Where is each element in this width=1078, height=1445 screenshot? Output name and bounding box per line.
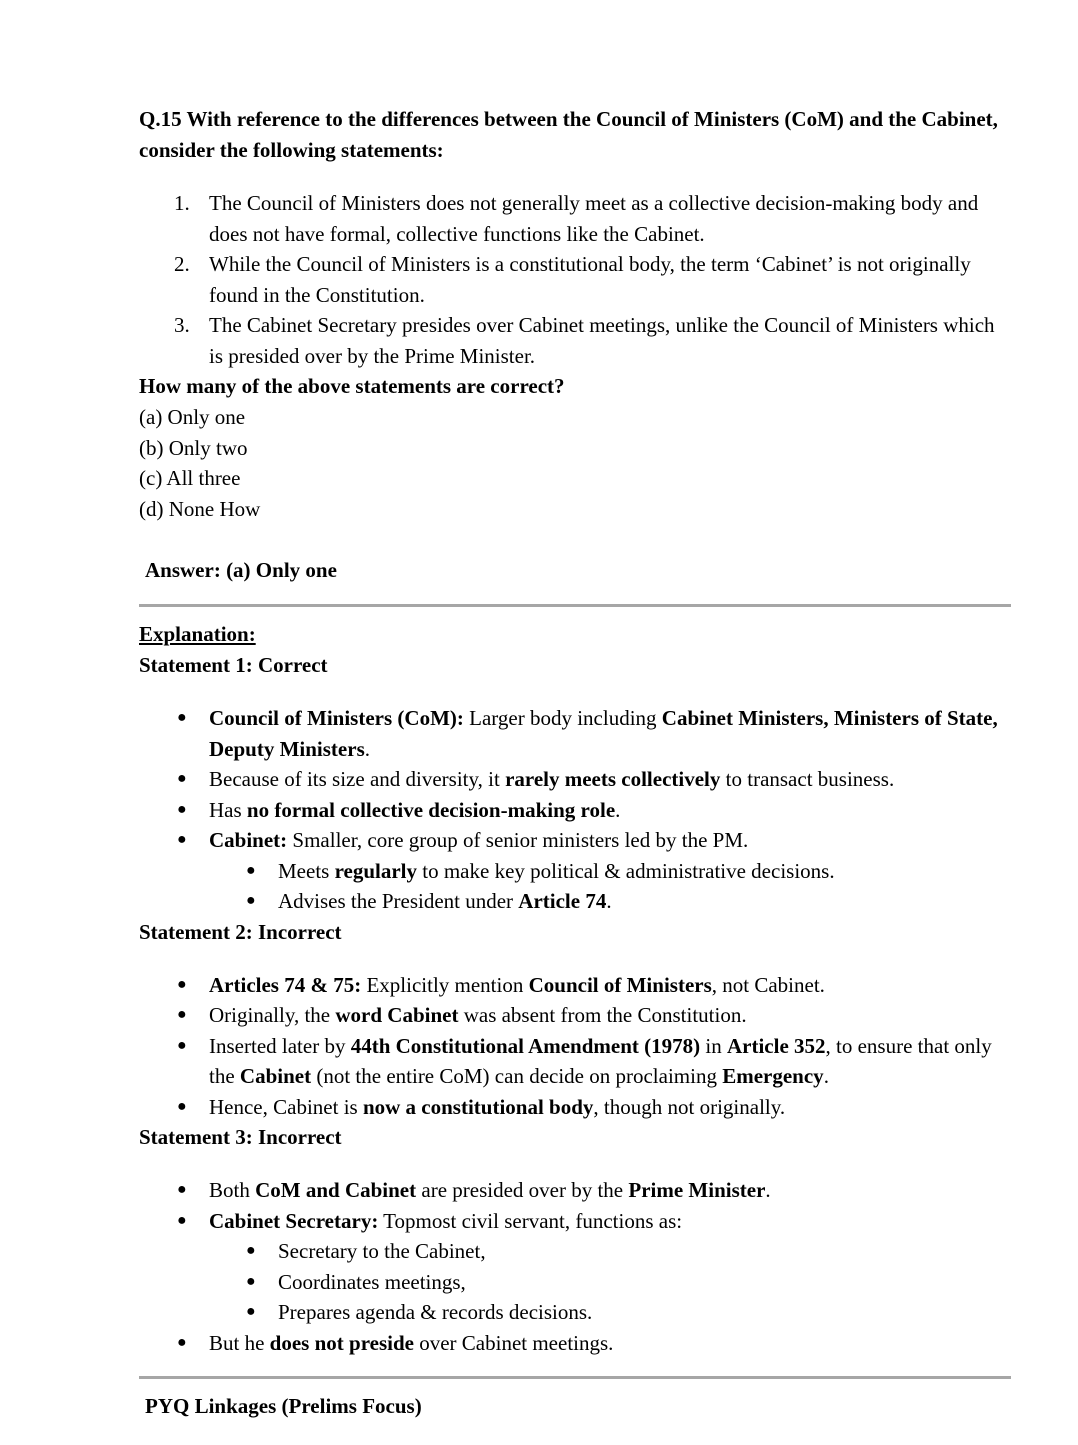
answer-line: Answer: (a) Only one [145, 558, 337, 582]
bold-text: now a constitutional body [362, 1094, 594, 1119]
bullet-item [139, 795, 1011, 826]
bullet-icon: ● [177, 770, 187, 787]
bold-text: Council of Ministers (CoM): [209, 706, 464, 730]
bullet-icon: ● [246, 861, 256, 879]
bold-text: Article 352 [726, 1033, 826, 1058]
horizontal-divider [139, 1376, 1011, 1379]
text: . [364, 736, 370, 761]
statement-text: While the Council of Ministers is a constitutional body, the term ‘Cabinet’ is not originally found in the Constitution. [209, 252, 971, 307]
explanation-heading: Explanation: [139, 622, 256, 646]
option-a: (a) Only one [139, 405, 246, 429]
text: Advises the President under [278, 889, 519, 913]
text: over Cabinet meetings. [413, 1330, 614, 1355]
bullet-icon: ● [177, 1036, 187, 1054]
text: Originally, the [209, 1003, 336, 1027]
text: Inserted later by [209, 1033, 351, 1058]
bullet-icon: ● [246, 1272, 256, 1290]
bullet-icon: ● [177, 1006, 187, 1023]
question-prompt: How many of the above statements are correct? [139, 374, 565, 398]
statement-heading: Statement 3: Incorrect [139, 1125, 342, 1149]
statement-number: 2. [174, 252, 190, 276]
sub-bullet-item [139, 1267, 1011, 1298]
bullet-icon: ● [177, 1211, 187, 1229]
bullet-item [139, 764, 1011, 795]
bold-text: Emergency [722, 1064, 824, 1088]
text: was absent from the Constitution. [458, 1003, 747, 1027]
bold-text: CoM and Cabinet [255, 1178, 417, 1202]
bullet-list [139, 970, 1011, 1123]
text: Hence, Cabinet is [209, 1094, 363, 1119]
sub-bullet-item [139, 856, 1011, 887]
horizontal-divider [139, 604, 1011, 607]
text: Smaller, core group of senior ministers led by the PM. [287, 828, 749, 852]
bold-text: Cabinet Ministers, Ministers of State, Deputy Ministers [209, 706, 998, 761]
bullet-list [139, 703, 1011, 917]
statement-heading: Statement 1: Correct [139, 653, 328, 677]
option-b: (b) Only two [139, 435, 248, 460]
bullet-item [139, 1175, 1011, 1206]
text: , not Cabinet. [711, 972, 825, 997]
statement-list [139, 188, 1011, 371]
bold-text: Article 74 [518, 889, 607, 913]
text: Coordinates meetings, [278, 1269, 466, 1294]
option-c: (c) All three [139, 466, 241, 490]
bullet-icon: ● [177, 975, 187, 993]
bullet-item [139, 1328, 1011, 1359]
statement-text: The Cabinet Secretary presides over Cabinet meetings, unlike the Council of Ministers which is presided over by the Prime Minister. [209, 313, 995, 368]
text: Both [209, 1178, 256, 1202]
text: Secretary to the Cabinet, [278, 1239, 486, 1263]
text: Because of its size and diversity, it [209, 767, 506, 791]
bullet-icon: ● [177, 800, 187, 818]
text: . [606, 889, 612, 913]
bullet-icon: ● [246, 1303, 256, 1320]
bold-text: regularly [334, 858, 418, 883]
bold-text: Council of Ministers [528, 972, 712, 997]
statement-heading: Statement 2: Incorrect [139, 919, 342, 944]
text: to make key political & administrative decisions. [417, 858, 835, 883]
bullet-item [139, 825, 1011, 856]
bold-text: Articles 74 & 75: [209, 972, 362, 997]
statement-item [139, 310, 1011, 371]
sub-bullet-item [139, 886, 1011, 917]
bold-text: Prime Minister [628, 1178, 766, 1202]
text: Larger body including [463, 706, 662, 730]
bullet-item [139, 1092, 1011, 1123]
statement-item [139, 188, 1011, 249]
bullet-item [139, 1000, 1011, 1031]
bold-text: Cabinet: [209, 828, 288, 852]
statement-item [139, 249, 1011, 310]
bullet-icon: ● [177, 1333, 187, 1351]
bullet-item [139, 970, 1011, 1001]
text: Prepares agenda & records decisions. [278, 1300, 593, 1324]
bold-text: Cabinet Secretary: [209, 1208, 379, 1233]
bullet-icon: ● [246, 892, 256, 909]
bullet-icon: ● [177, 1181, 187, 1198]
bullet-list [139, 1175, 1011, 1358]
bullet-icon: ● [177, 831, 187, 848]
text: But he [209, 1330, 270, 1355]
statement-text: The Council of Ministers does not generally meet as a collective decision-making body and does not have formal, collective functions like the Cabinet. [209, 191, 979, 246]
statement-number: 1. [174, 191, 190, 215]
bold-text: Cabinet [239, 1064, 312, 1088]
text: . [823, 1064, 829, 1088]
text: Has [209, 797, 247, 822]
sub-bullet-item [139, 1236, 1011, 1267]
statement-number: 3. [174, 313, 190, 337]
bold-text: 44th Constitutional Amendment (1978) [350, 1033, 701, 1058]
pyq-heading: PYQ Linkages (Prelims Focus) [145, 1394, 422, 1418]
bold-text: no formal collective decision-making role [246, 797, 616, 822]
bold-text: word Cabinet [335, 1003, 459, 1027]
bold-text: rarely meets collectively [505, 767, 721, 791]
explanation-sections [139, 650, 1011, 1358]
option-d: (d) None How [139, 496, 261, 521]
bullet-icon: ● [246, 1242, 256, 1259]
document-page [139, 104, 1011, 1422]
text: Meets [278, 858, 335, 883]
text: to transact business. [720, 767, 895, 791]
text: are presided over by the [416, 1178, 629, 1202]
bold-text: does not preside [269, 1330, 414, 1355]
text: . [615, 797, 621, 822]
text: in [700, 1033, 727, 1058]
bullet-item [139, 703, 1011, 764]
text: , to ensure that only the [209, 1033, 992, 1088]
bullet-icon: ● [177, 1097, 187, 1115]
question-title: Q.15 With reference to the differences between the Council of Ministers (CoM) and the Cabinet, consider the following statements: [139, 107, 998, 162]
bullet-item [139, 1031, 1011, 1092]
bullet-item [139, 1206, 1011, 1237]
bullet-icon: ● [177, 709, 187, 726]
text: Topmost civil servant, functions as: [378, 1208, 683, 1233]
text: , though not originally. [593, 1094, 786, 1119]
sub-bullet-item [139, 1297, 1011, 1328]
text: . [765, 1178, 771, 1202]
text: Explicitly mention [361, 972, 529, 997]
text: (not the entire CoM) can decide on proclaiming [311, 1064, 723, 1088]
